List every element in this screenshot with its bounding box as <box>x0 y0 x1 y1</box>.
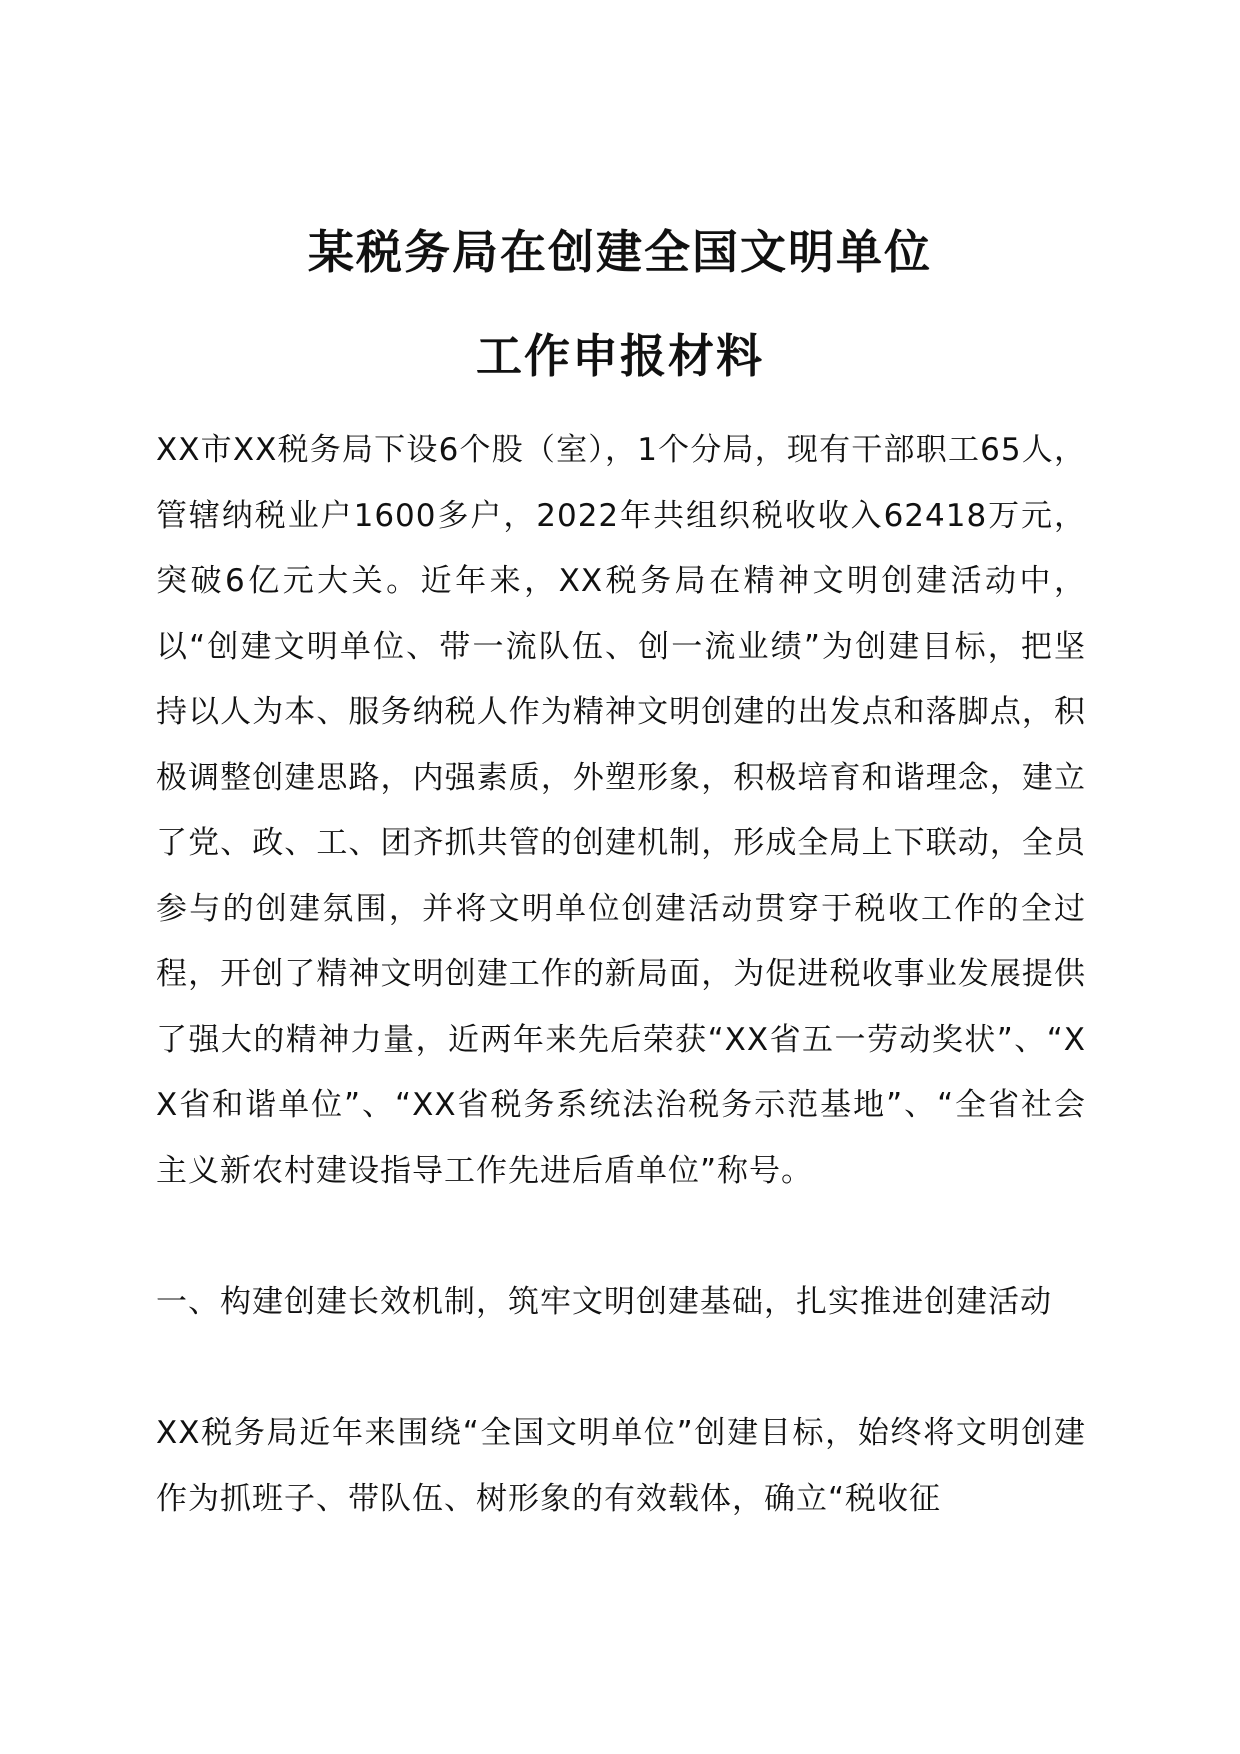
intro-paragraph: XX市XX税务局下设6个股（室），1个分局，现有干部职工65人，管辖纳税业户1600多户，2022年共组织税收收入62418万元，突破6亿元大关。近年来，XX税务局在精神文明创建活动中，以“创建文明单位、带一流队伍、创一流业绩”为创建目标，把坚持以人为本、服务纳税人作为精神文明创建的出发点和落脚点，积极调整创建思路，内强素质，外塑形象，积极培育和谐理念，建立了党、政、工、团齐抓共管的创建机制，形成全局上下联动，全员参与的创建氛围，并将文明单位创建活动贯穿于税收工作的全过程，开创了精神文明创建工作的新局面，为促进税收事业发展提供了强大的精神力量，近两年来先后荣获“XX省五一劳动奖状”、“XX省和谐单位”、“XX省税务系统法治税务示范基地”、“全省社会主义新农村建设指导工作先进后盾单位”称号。 <box>156 432 1086 1189</box>
section-heading-1: 一、构建创建长效机制，筑牢文明创建基础，扎实推进创建活动 <box>156 1284 1052 1320</box>
section-1-paragraph: XX税务局近年来围绕“全国文明单位”创建目标，始终将文明创建作为抓班子、带队伍、树形象的有效载体，确立“税收征 <box>156 1415 1086 1517</box>
document-title-line-1: 某税务局在创建全国文明单位 <box>308 225 932 279</box>
document-title-line-2: 工作申报材料 <box>476 329 764 383</box>
